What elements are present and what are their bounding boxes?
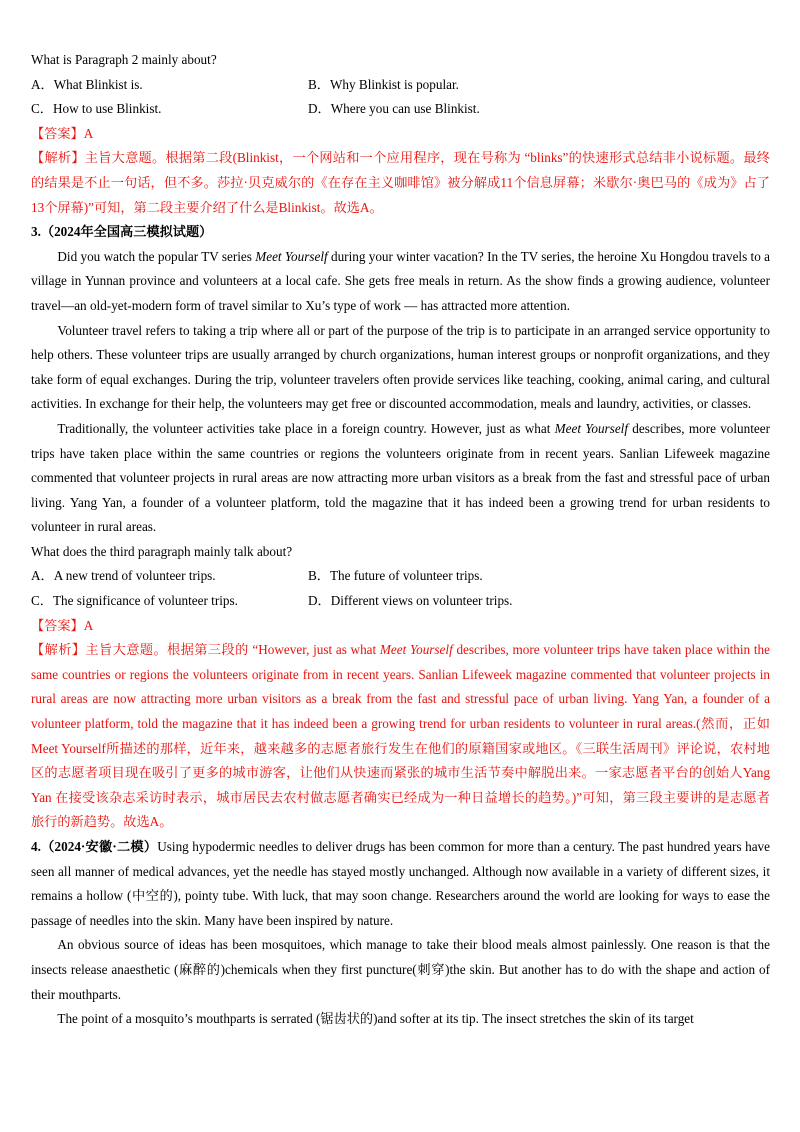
q2-option-a: A．What Blinkist is. — [31, 76, 143, 92]
q3-p1-text-b: during your winter vacation? In the TV series, the heroine Xu Hongdou travels to a village in Yunnan province and volunteers at a local cafe. She gets free meals in return. As the show finds a growing audience, volunteer travel—an old-yet-modern form of travel similar to Xu’s type of work — has attracted more attention. — [31, 248, 770, 313]
q2-question: What is Paragraph 2 mainly about? — [31, 52, 217, 67]
q3-p1-text-a: Did you watch the popular TV series — [57, 248, 256, 264]
q3-option-d: D．Different views on volunteer trips. — [308, 593, 513, 609]
q3-header: 3.（2024年全国高三模拟试题） — [31, 224, 213, 240]
q2-options-row-1 — [31, 73, 770, 98]
q3-p3-text-b: describes, more volunteer trips have taken place within the same countries or regions the volunteers originate from in recent years. Sanlian Lifeweek magazine commented that volunteer projects in rural areas are now attracting more urban visitors as a break from the fast and stressful pace of urban living. Yang Yan, a founder of a volunteer platform, told the magazine that it has indeed been a growing trend for urban residents to volunteer in rural areas. — [31, 420, 770, 535]
q3-question: What does the third paragraph mainly talk about? — [31, 543, 293, 559]
q4-paragraph-1 — [31, 835, 770, 933]
q3-option-a: A．A new trend of volunteer trips. — [31, 568, 216, 584]
q3-option-c: C．The significance of volunteer trips. — [31, 593, 238, 609]
q2-option-c: C．How to use Blinkist. — [31, 101, 162, 117]
q3-analysis-title: Meet Yourself — [379, 642, 453, 658]
q2-analysis: 【解析】主旨大意题。根据第二段(Blinkist，一个网站和一个应用程序，现在号称为 “blinks”的快速形式总结非小说标题。最终的结果是不止一句话，但不多。莎拉·贝克威尔的《在存在主义咖啡馆》被分解成11个信息屏幕；米歇尔·奥巴马的《成为》占了13个屏幕)”可知，第二段主要介绍了什么是Blinkist。故选A。 — [31, 150, 770, 215]
q3-answer: 【答案】A — [31, 617, 94, 633]
q2-option-b: B．Why Blinkist is popular. — [308, 76, 459, 92]
q3-paragraph-2: Volunteer travel refers to taking a trip where all or part of the purpose of the trip is to participate in an arranged service opportunity to help others. These volunteer trips are usually arranged by church organizations, human interest groups or nonprofit organizations, and they take form of equal exchanges. During the trip, volunteer travelers often provide services like teaching, cooking, animal caring, and cultural activities. In exchange for their help, the volunteers may get free or discounted accommodation, meals and laundry, activities, or classes. — [31, 322, 770, 412]
q2-options-row-2 — [31, 97, 770, 122]
q3-p3-title: Meet Yourself — [554, 420, 628, 436]
q3-paragraph-3 — [31, 417, 770, 540]
q3-analysis-text-b: describes, more volunteer trips have taken place within the same countries or regions the volunteers originate from in recent years. Sanlian Lifeweek magazine commented that volunteer projects in rural areas are now attracting more urban visitors as a break from the fast and stressful pace of urban living. Yang Yan, a founder of a volunteer platform, told the magazine that it has indeed been a growing trend for urban residents to volunteer in rural areas.(然而，正如Meet Yourself所描述的那样，近年来，越来越多的志愿者旅行发生在他们的原籍国家或地区。《三联生活周刊》评论说，农村地区的志愿者项目现在吸引了更多的城市游客，让他们从快速而紧张的城市生活节奏中解脱出来。一家志愿者平台的创始人Yang Yan 在接受该杂志采访时表示，城市居民去农村做志愿者确实已经成为一种日益增长的趋势。)”可知，第三段主要讲的是志愿者旅行的新趋势。故选A。 — [31, 642, 770, 830]
q3-analysis — [31, 638, 770, 835]
q4-paragraph-3: The point of a mosquito’s mouthparts is serrated (锯齿状的)and softer at its tip. The insect stretches the skin of its target — [57, 1011, 694, 1027]
q2-answer: 【答案】A — [31, 125, 94, 141]
q3-paragraph-1 — [31, 245, 770, 319]
q3-analysis-text-a: 【解析】主旨大意题。根据第三段的 “However, just as what — [31, 642, 380, 658]
q4-p1-text: Using hypodermic needles to deliver drugs has been common for more than a century. The past hundred years have seen all manner of medical advances, yet the needle has stayed mostly unchanged. Although now available in a variety of different sizes, it remains a hollow (中空的), pointy tube. With luck, that may soon change. Researchers around the world are looking for ways to ease the passage of needles into the skin. Many have been inspired by nature. — [31, 839, 770, 928]
q4-header: 4.（2024·安徽·二模） — [31, 839, 158, 854]
q3-option-b: B．The future of volunteer trips. — [308, 568, 483, 584]
q3-p3-text-a: Traditionally, the volunteer activities take place in a foreign country. However, just as what — [57, 420, 555, 436]
q4-paragraph-2: An obvious source of ideas has been mosquitoes, which manage to take their blood meals almost painlessly. One reason is that the insects release anaesthetic (麻醉的)chemicals when they first puncture(刺穿)the skin. But another has to do with the shape and action of their mouthparts. — [31, 937, 770, 1002]
q3-options-row-1 — [31, 564, 770, 589]
document-page — [31, 48, 770, 1032]
q3-p1-title: Meet Yourself — [255, 248, 328, 264]
q2-option-d: D．Where you can use Blinkist. — [308, 101, 480, 117]
q3-options-row-2 — [31, 589, 770, 614]
